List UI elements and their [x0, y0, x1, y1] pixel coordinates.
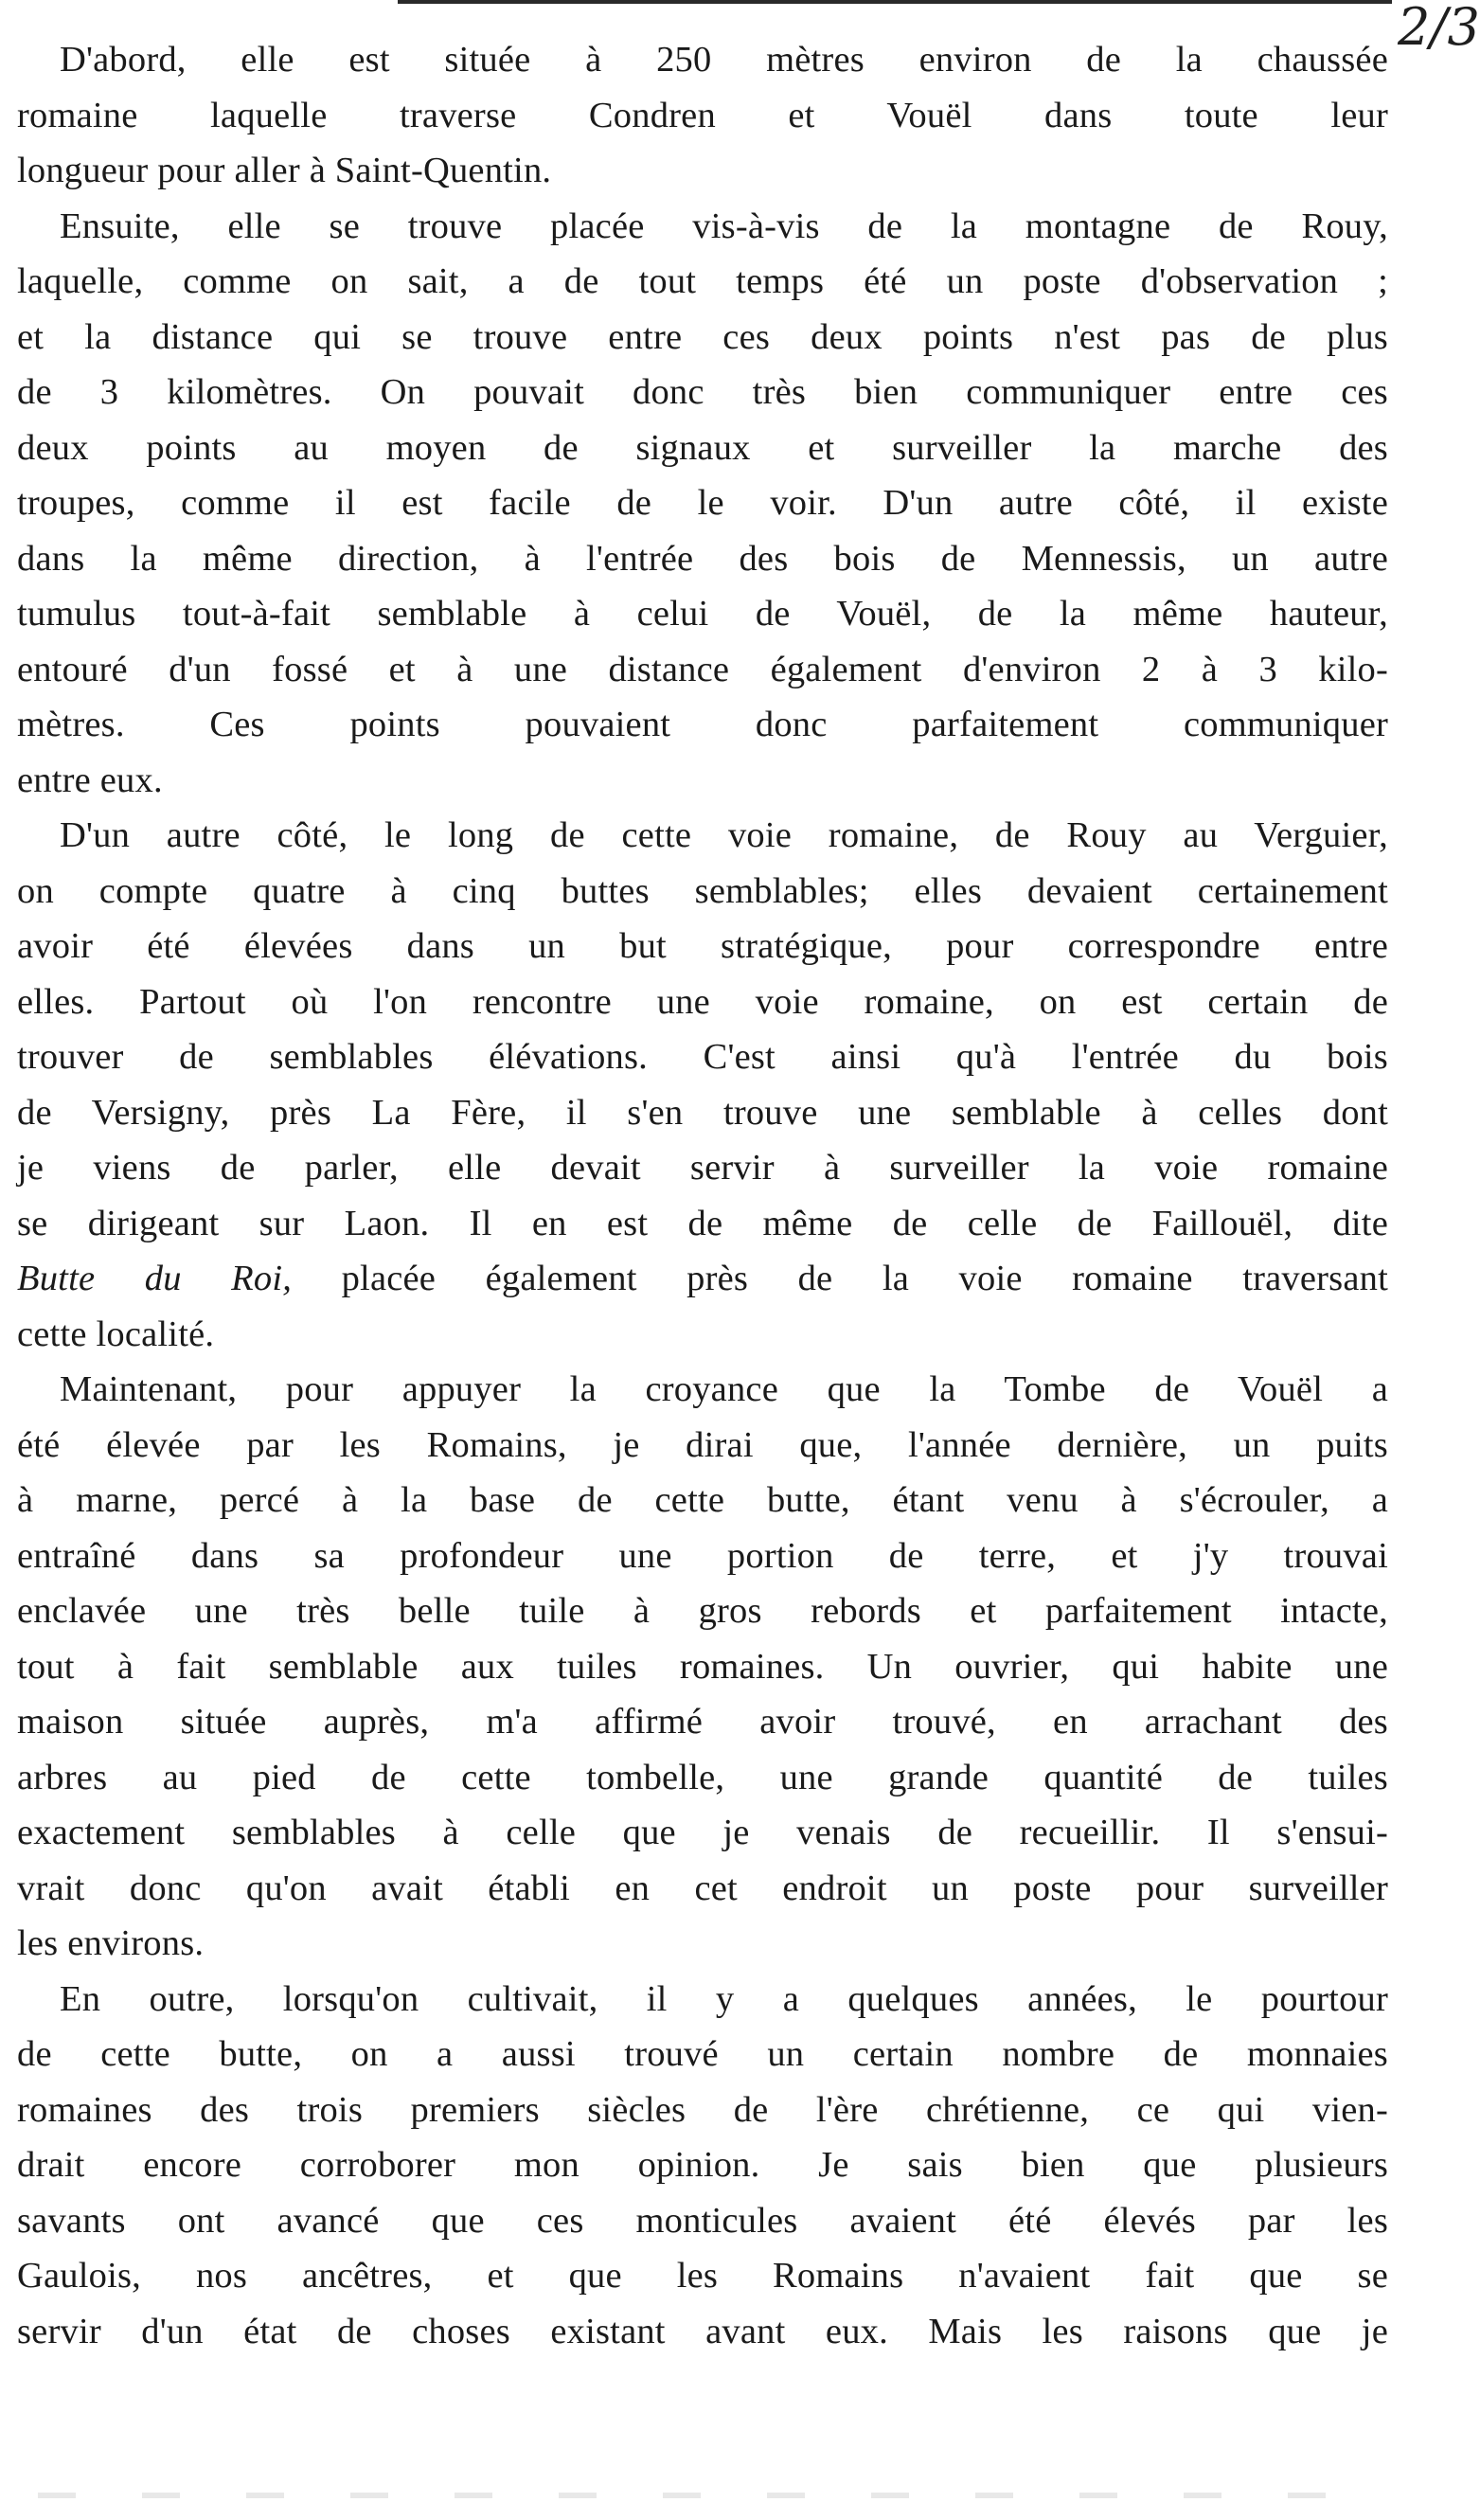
text-line: servir d'un état de choses existant avant eux. Mais les raisons que je: [17, 2311, 1388, 2351]
bottom-scan-artifact: [38, 2493, 1364, 2498]
text-line: mètres. Ces points pouvaient donc parfaitement communiquer: [17, 705, 1388, 744]
text-line: D'abord, elle est située à 250 mètres environ de la chaussée: [60, 40, 1388, 80]
text-line: elles. Partout où l'on rencontre une voie romaine, on est certain de: [17, 981, 1388, 1022]
text-line: vrait donc qu'on avait établi en cet endroit un poste pour surveiller: [17, 1868, 1388, 1908]
text-line: Ensuite, elle se trouve placée vis-à-vis de la montagne de Rouy,: [60, 206, 1388, 246]
text-line: D'un autre côté, le long de cette voie romaine, de Rouy au Verguier,: [60, 815, 1388, 855]
body-text: [17, 32, 1388, 2359]
text-line: savants ont avancé que ces monticules avaient été élevés par les: [17, 2200, 1388, 2241]
text-line: cette localité.: [17, 1314, 215, 1354]
text-line: laquelle, comme on sait, a de tout temps été un poste d'observation ;: [17, 261, 1388, 301]
text-line: deux points au moyen de signaux et surveiller la marche des: [17, 427, 1388, 468]
text-line: Butte du Roi, placée également près de la voie romaine traversant: [17, 1259, 1388, 1298]
text-line: les environs.: [17, 1923, 205, 1963]
text-line: de Versigny, près La Fère, il s'en trouve une semblable à celles dont: [17, 1092, 1388, 1133]
top-rule: [398, 0, 1392, 4]
text-line: En outre, lorsqu'on cultivait, il y a quelques années, le pourtour: [60, 1978, 1388, 2019]
text-line: longueur pour aller à Saint-Quentin.: [17, 151, 552, 190]
text-line: trouver de semblables élévations. C'est ainsi qu'à l'entrée du bois: [17, 1037, 1388, 1077]
text-line: je viens de parler, elle devait servir à surveiller la voie romaine: [17, 1148, 1388, 1188]
text-line: tout à fait semblable aux tuiles romaines. Un ouvrier, qui habite une: [17, 1646, 1388, 1687]
text-line: exactement semblables à celle que je venais de recueillir. Il s'ensui-: [17, 1813, 1388, 1852]
page-mark-text: 2/3: [1398, 0, 1480, 57]
text-line: Maintenant, pour appuyer la croyance que la Tombe de Vouël a: [60, 1369, 1388, 1409]
text-line: tumulus tout-à-fait semblable à celui de Vouël, de la même hauteur,: [17, 594, 1388, 634]
text-line: romaines des trois premiers siècles de l'ère chrétienne, ce qui vien-: [17, 2089, 1388, 2130]
text-line: à marne, percé à la base de cette butte, étant venu à s'écrouler, a: [17, 1480, 1388, 1520]
text-line: Gaulois, nos ancêtres, et que les Romains n'avaient fait que se: [17, 2256, 1388, 2296]
text-line: entraîné dans sa profondeur une portion de terre, et j'y trouvai: [17, 1535, 1388, 1576]
text-line: entre eux.: [17, 760, 163, 800]
text-line: de cette butte, on a aussi trouvé un certain nombre de monnaies: [17, 2034, 1388, 2074]
text-line: et la distance qui se trouve entre ces deux points n'est pas de plus: [17, 316, 1388, 357]
text-line: dans la même direction, à l'entrée des bois de Mennessis, un autre: [17, 538, 1388, 579]
text-line: romaine laquelle traverse Condren et Vouël dans toute leur: [17, 95, 1388, 135]
italic-place-name: Butte du Roi,: [17, 1259, 293, 1298]
text-line: on compte quatre à cinq buttes semblables; elles devaient certainement: [17, 870, 1388, 911]
handwritten-page-mark: [1390, 0, 1480, 97]
text-line: enclavée une très belle tuile à gros rebords et parfaitement intacte,: [17, 1591, 1388, 1631]
text-line: maison située auprès, m'a affirmé avoir trouvé, en arrachant des: [17, 1702, 1388, 1742]
text-line: se dirigeant sur Laon. Il en est de même de celle de Faillouël, dite: [17, 1203, 1388, 1243]
text-line: troupes, comme il est facile de le voir. D'un autre côté, il existe: [17, 483, 1388, 523]
text-line: été élevée par les Romains, je dirai que, l'année dernière, un puits: [17, 1424, 1388, 1465]
text-line: drait encore corroborer mon opinion. Je sais bien que plusieurs: [17, 2145, 1388, 2185]
text-line: arbres au pied de cette tombelle, une grande quantité de tuiles: [17, 1757, 1388, 1797]
text-line: entouré d'un fossé et à une distance également d'environ 2 à 3 kilo-: [17, 649, 1388, 689]
text-line: avoir été élevées dans un but stratégique, pour correspondre entre: [17, 926, 1388, 966]
text-line: de 3 kilomètres. On pouvait donc très bien communiquer entre ces: [17, 372, 1388, 412]
